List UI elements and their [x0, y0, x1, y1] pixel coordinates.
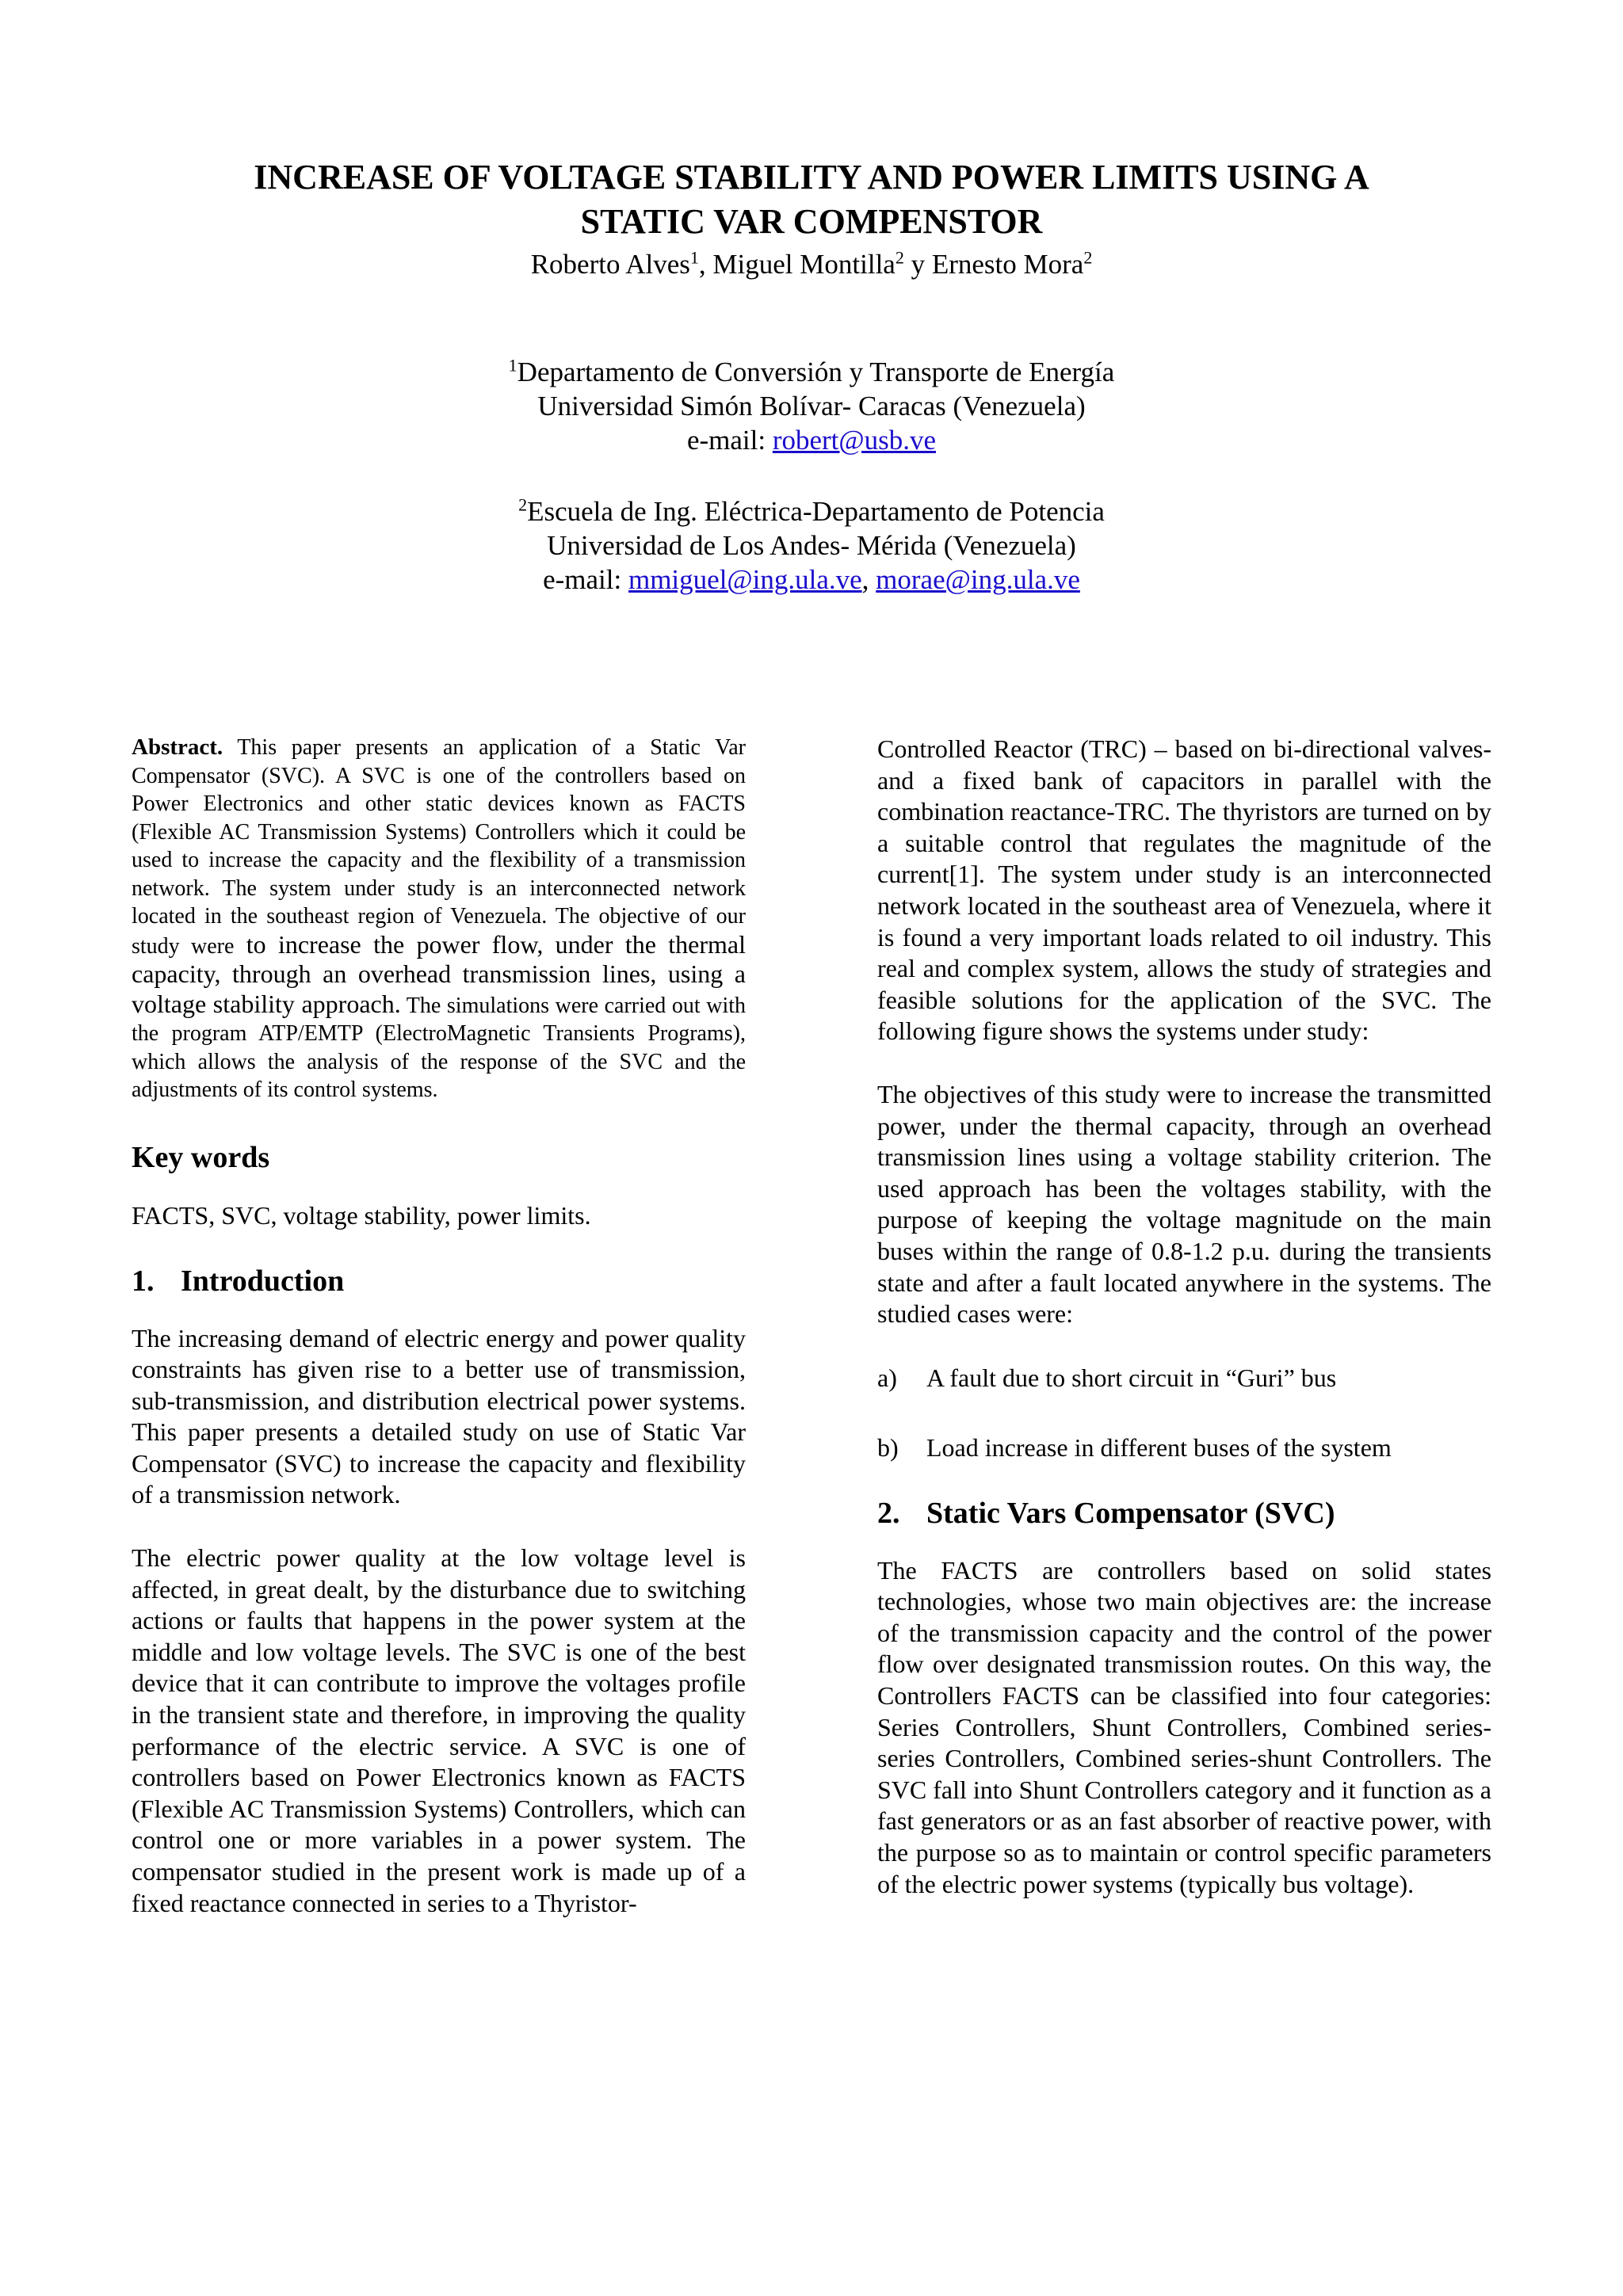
abstract-part-2: to increase the power flow, under the thermal capacity, through an overhead transmission lines, using a voltage stability approach. — [132, 929, 747, 1018]
affiliation-2-dept: Escuela de Ing. Eléctrica-Departamento de Potencia — [527, 496, 1105, 527]
email-link-alves[interactable]: robert@usb.ve — [772, 425, 937, 456]
abstract-label: Abstract. — [132, 734, 223, 760]
author-mora: Ernesto Mora — [931, 249, 1084, 280]
author-list — [127, 247, 1496, 282]
case-item-b — [877, 1432, 1491, 1463]
intro-paragraph-4: The objectives of this study were to increase the transmitted power, under the thermal capacity, through an overhead transmission lines using a voltage stability criterion. The used approach has been the voltages stability, with the purpose of keeping the voltage magnitude on the main buses within the range of 0.8-1.2 p.u. during the transients state and after a fault located anywhere in the systems. The studied cases were: — [877, 1079, 1491, 1329]
section-2-title: Static Vars Compensator (SVC) — [926, 1496, 1335, 1530]
case-text-a: A fault due to short circuit in “Guri” bus — [926, 1363, 1337, 1392]
affiliation-2 — [127, 494, 1496, 597]
section-1-title: Introduction — [181, 1264, 345, 1298]
affiliation-2-marker: 2 — [518, 494, 528, 515]
affiliation-1-email-line — [127, 423, 1496, 457]
email-label: e-mail: — [543, 564, 628, 595]
author-montilla-affiliation: 2 — [895, 247, 904, 268]
affiliation-1-dept: Departamento de Conversión y Transporte de Energía — [517, 357, 1115, 387]
affiliation-2-email-line — [127, 563, 1496, 597]
author-alves: Roberto Alves — [530, 249, 690, 280]
affiliation-2-dept-line — [127, 494, 1496, 528]
affiliation-2-university: Universidad de Los Andes- Mérida (Venezuela) — [547, 530, 1076, 561]
abstract-part-3: The simulations were carried out with the program ATP/EMTP (ElectroMagnetic Transients Programs), which allows the analysis of the response of the SVC and the adjustments of its control systems. — [132, 993, 746, 1102]
right-column — [877, 734, 1491, 1900]
section-2-heading — [877, 1495, 1491, 1531]
author-mora-affiliation: 2 — [1083, 247, 1093, 268]
abstract-part-1: This paper presents an application of a Static Var Compensator (SVC). A SVC is one of the controllers based on Power Electronics and other static devices known as FACTS (Flexible AC Transmission Systems) Controllers which it could be used to increase the capacity and the flexibility of a transmission network. The system under study is an interconnected network located in the southeast region of Venezuela. The objective of our study were — [132, 735, 746, 959]
left-column — [132, 734, 746, 1919]
title-line-2: STATIC VAR COMPENSTOR — [580, 202, 1043, 241]
email-label: e-mail: — [686, 425, 773, 456]
case-text-b: Load increase in different buses of the system — [926, 1432, 1392, 1462]
email-link-montilla[interactable]: mmiguel@ing.ula.ve — [628, 564, 862, 595]
email-link-mora[interactable]: morae@ing.ula.ve — [876, 564, 1080, 595]
intro-paragraph-2: The electric power quality at the low voltage level is affected, in great dealt, by the disturbance due to switching actions or faults that happens in the power system at the middle and low voltage levels. The SVC is one of the best device that it can contribute to improve the voltages profile in the transient state and therefore, in improving the quality performance of the electric service. A SVC is one of controllers based on Power Electronics known as FACTS (Flexible AC Transmission Systems) Controllers, which can control one or more variables in a power system. The compensator studied in the present work is made up of a fixed reactance connected in series to a Thyristor- — [132, 1543, 746, 1917]
paper-title — [127, 155, 1496, 244]
author-alves-affiliation: 1 — [689, 247, 699, 268]
author-montilla: Miguel Montilla — [712, 249, 896, 280]
case-marker-a: a) — [877, 1363, 897, 1392]
title-line-1: INCREASE OF VOLTAGE STABILITY AND POWER LIMITS USING A — [254, 158, 1369, 196]
case-item-a — [877, 1362, 1491, 1394]
section-2-number: 2. — [877, 1496, 900, 1530]
svc-paragraph-1: The FACTS are controllers based on solid states technologies, whose two main objectives are: the increase of the transmission capacity and the control of the power flow over designated transmission routes. On this way, the Controllers FACTS can be classified into four categories: Series Controllers, Shunt Controllers, Combined series-series Controllers, Combined series-shunt Controllers. The SVC fall into Shunt Controllers category and it function as a fast generators or as an fast absorber of reactive power, with the purpose so as to maintain or control specific parameters of the electric power systems (typically bus voltage). — [877, 1555, 1491, 1898]
section-1-number: 1. — [132, 1264, 155, 1298]
intro-paragraph-3: Controlled Reactor (TRC) – based on bi-directional valves- and a fixed bank of capacitors in parallel with the combination reactance-TRC. The thyristors are turned on by a suitable control that regulates the magnitude of the current[1]. The system under study is an interconnected network located in the southeast area of Venezuela, where it is found a very important loads related to oil industry. This real and complex system, allows the study of strategies and feasible solutions for the application of the SVC. The following figure shows the systems under study: — [877, 734, 1491, 1046]
abstract — [132, 734, 746, 1104]
affiliation-1-dept-line — [127, 355, 1496, 389]
email-separator: , — [861, 564, 876, 595]
keywords-text: FACTS, SVC, voltage stability, power limits. — [132, 1200, 591, 1230]
author-separator: , — [698, 249, 713, 280]
intro-paragraph-1: The increasing demand of electric energy and power quality constraints has given rise to a better use of transmission, sub-transmission, and distribution electrical power systems. This paper presents a detailed study on use of Static Var Compensator (SVC) to increase the capacity and flexibility of a transmission network. — [132, 1323, 746, 1509]
section-1-heading — [132, 1263, 746, 1299]
affiliation-1 — [127, 355, 1496, 457]
case-marker-b: b) — [877, 1432, 899, 1462]
keywords-heading: Key words — [132, 1140, 270, 1174]
author-separator: y — [903, 249, 932, 280]
affiliation-1-marker: 1 — [508, 355, 517, 376]
affiliation-1-university: Universidad Simón Bolívar- Caracas (Venezuela) — [537, 391, 1086, 421]
